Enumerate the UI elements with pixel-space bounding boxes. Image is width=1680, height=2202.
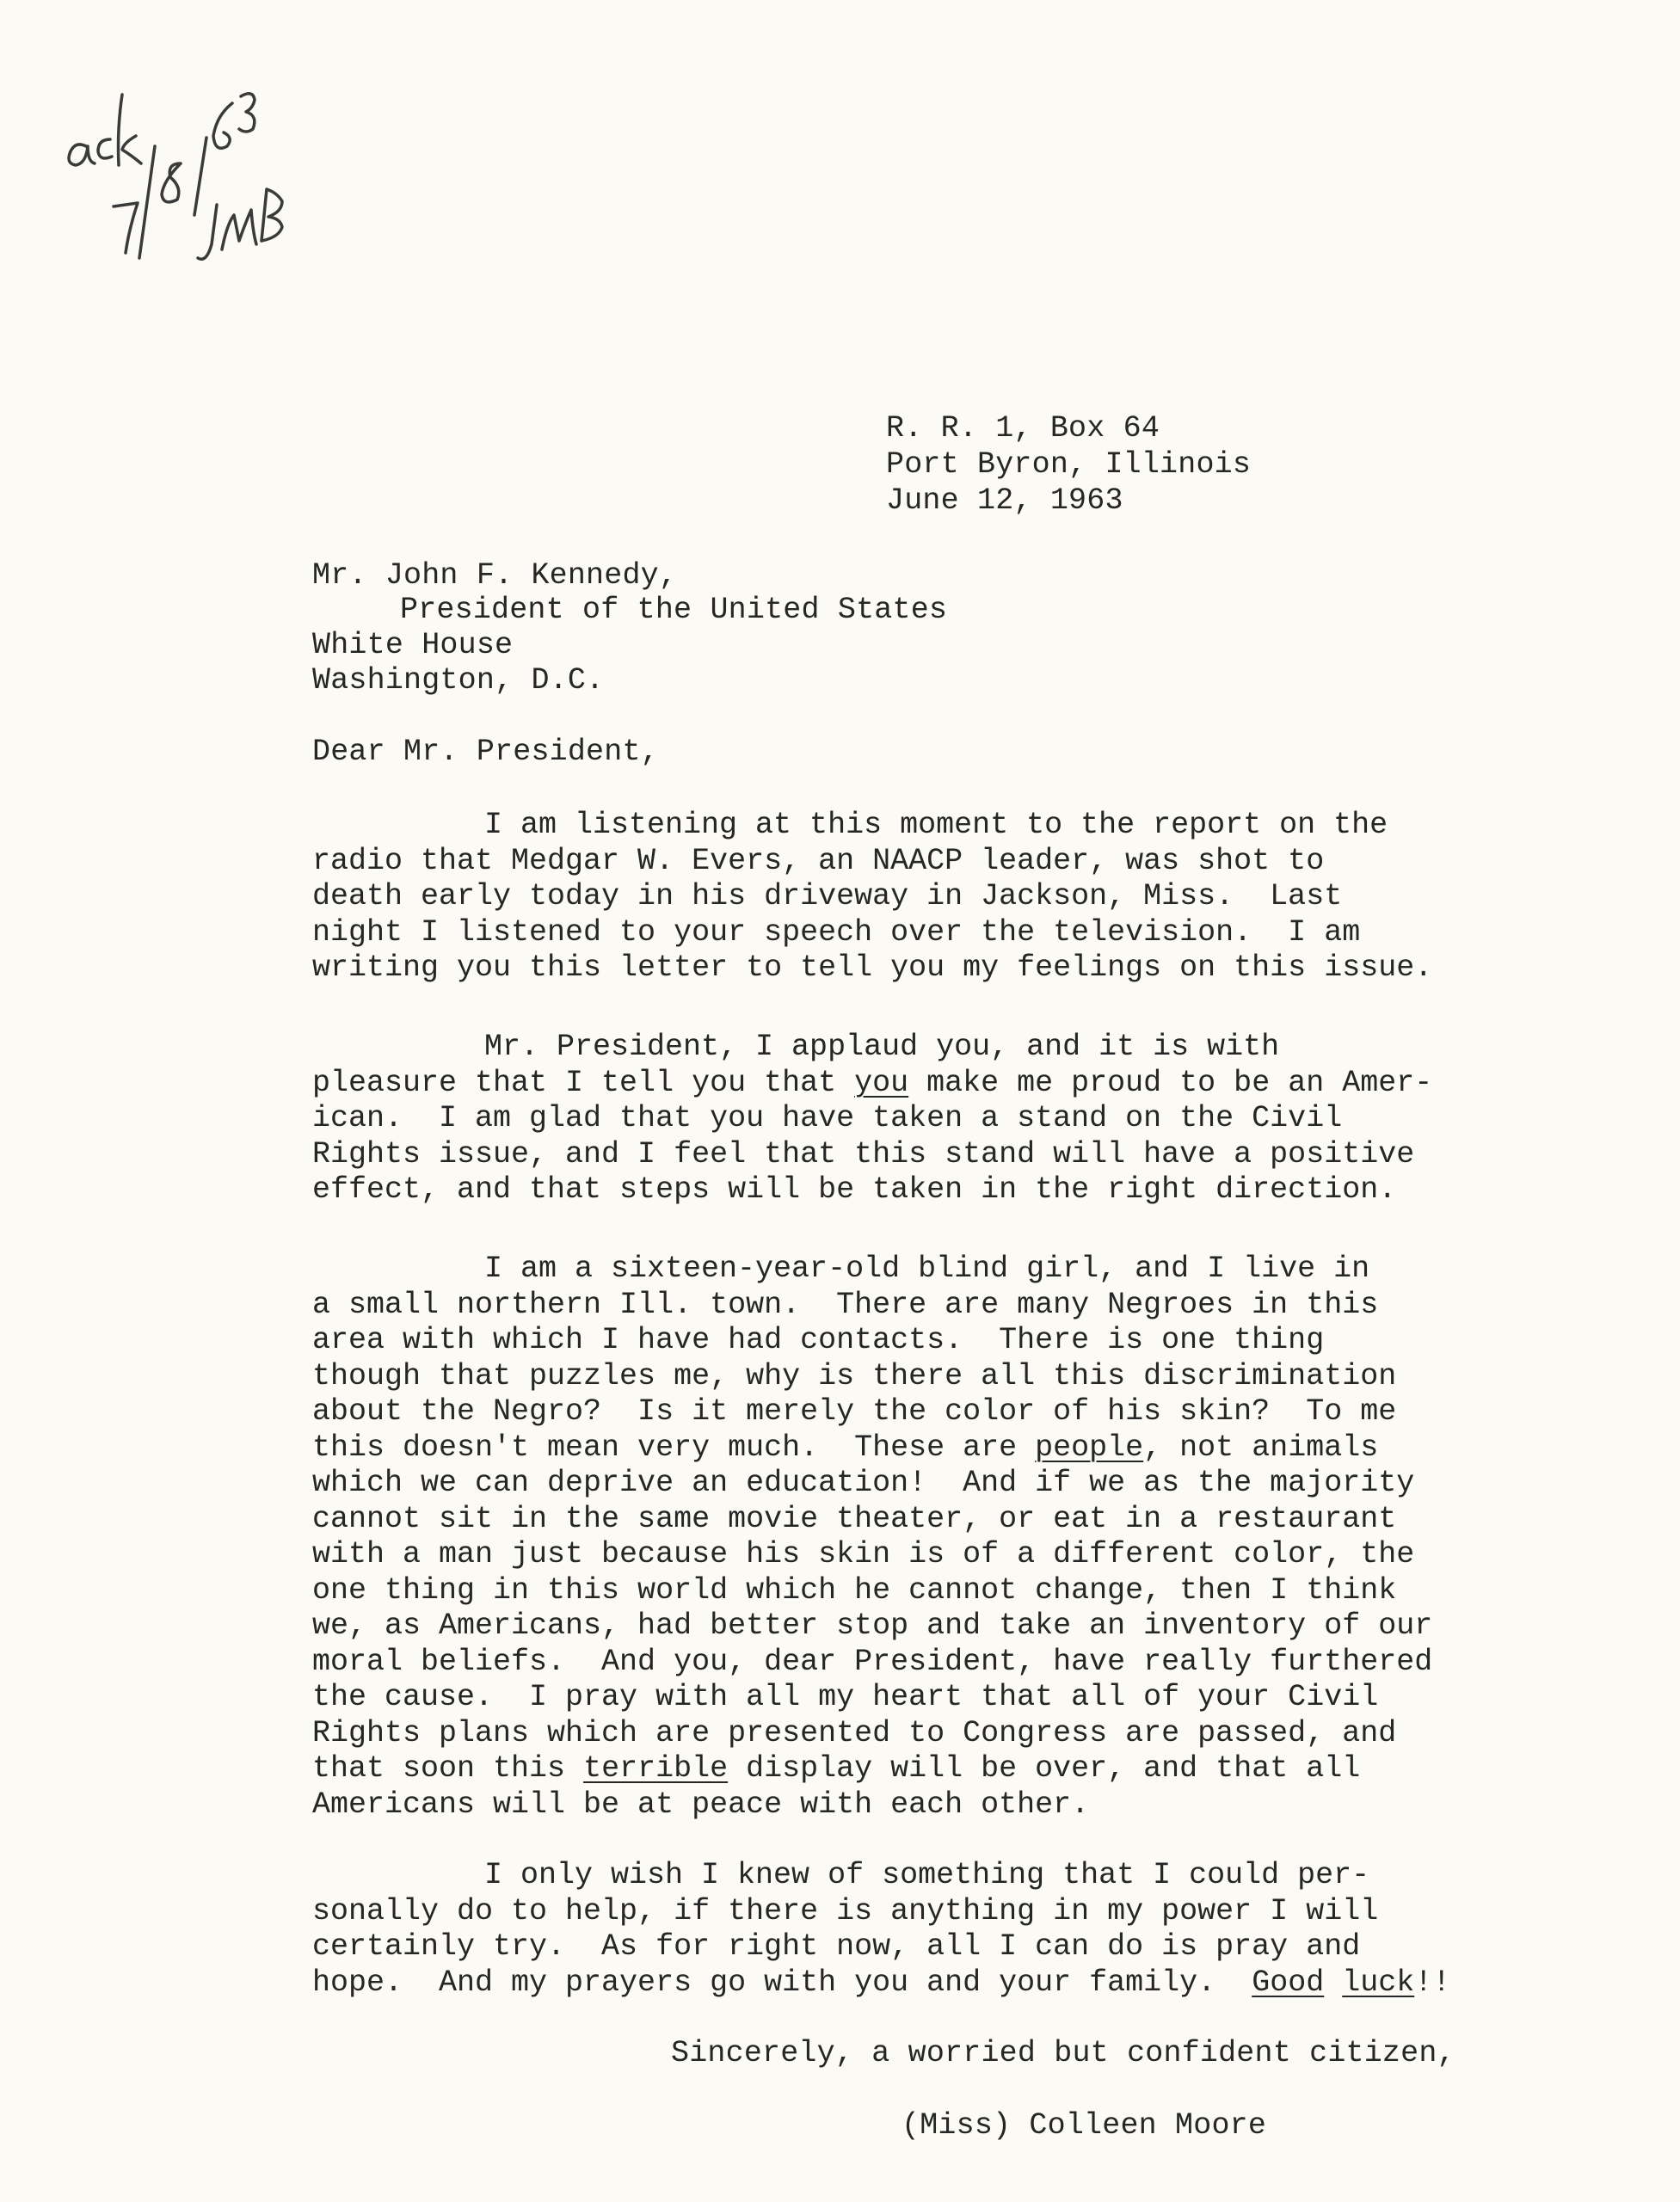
text-run: , not animals xyxy=(1143,1430,1379,1465)
paragraph-3-line: a small northern Ill. town. There are many Negroes in this xyxy=(312,1287,1379,1322)
underlined-word: Good xyxy=(1252,1965,1325,2000)
paragraph-3-line: which we can deprive an education! And if we as the majority xyxy=(312,1466,1415,1500)
paragraph-2 xyxy=(312,1030,1432,1209)
paragraph-3-line: with a man just because his skin is of a different color, the xyxy=(312,1537,1415,1572)
paragraph-3-line: moral beliefs. And you, dear President, have really furthered xyxy=(312,1644,1433,1679)
underlined-word: terrible xyxy=(583,1751,729,1786)
text-run: make me proud to be an Amer- xyxy=(908,1065,1433,1100)
paragraph-4-line: sonally do to help, if there is anything in my power I will xyxy=(312,1893,1379,1928)
return-address-line1: R. R. 1, Box 64 xyxy=(886,411,1160,446)
text-run: pleasure that I tell you that xyxy=(312,1065,855,1100)
handwritten-annotation xyxy=(60,43,301,267)
paragraph-3-line: we, as Americans, had better stop and take an inventory of our xyxy=(312,1608,1433,1643)
underlined-word: luck xyxy=(1342,1965,1415,2000)
paragraph-4-line: I only wish I knew of something that I could per- xyxy=(484,1858,1370,1892)
closing: Sincerely, a worried but confident citizen, xyxy=(671,2036,1455,2070)
underlined-word: you xyxy=(854,1065,909,1100)
text-run xyxy=(1324,1965,1342,2000)
paragraph-3-line xyxy=(312,1430,1432,1467)
salutation: Dear Mr. President, xyxy=(312,735,659,769)
paragraph-3-line: though that puzzles me, why is there all this discrimination xyxy=(312,1358,1397,1393)
paragraph-3 xyxy=(312,1252,1432,1823)
paragraph-3-line: about the Negro? Is it merely the color of his skin? To me xyxy=(312,1394,1397,1429)
paragraph-4 xyxy=(312,1858,1450,2001)
recipient-name: Mr. John F. Kennedy, xyxy=(312,558,678,593)
paragraph-4-line: certainly try. As for right now, all I can do is pray and xyxy=(312,1929,1361,1964)
paragraph-1-line: writing you this letter to tell you my feelings on this issue. xyxy=(312,950,1433,985)
paragraph-3-line: area with which I have had contacts. There is one thing xyxy=(312,1323,1325,1357)
paragraph-1-line: radio that Medgar W. Evers, an NAACP leader, was shot to xyxy=(312,843,1325,878)
paragraph-1 xyxy=(312,808,1432,987)
paragraph-4-line xyxy=(312,1965,1450,2002)
paragraph-3-line: one thing in this world which he cannot change, then I think xyxy=(312,1572,1397,1608)
paragraph-2-line: Rights issue, and I feel that this stand will have a positive xyxy=(312,1136,1415,1172)
text-run: display will be over, and that all xyxy=(728,1751,1361,1786)
paragraph-3-line: cannot sit in the same movie theater, or eat in a restaurant xyxy=(312,1501,1397,1536)
letter-date: June 12, 1963 xyxy=(886,483,1123,518)
paragraph-3-line: Rights plans which are presented to Congress are passed, and xyxy=(312,1715,1397,1750)
paragraph-3-line: the cause. I pray with all my heart that all of your Civil xyxy=(312,1680,1379,1714)
text-run: hope. And my prayers go with you and your family. xyxy=(312,1965,1252,2000)
paragraph-1-line: death early today in his driveway in Jackson, Miss. Last xyxy=(312,879,1343,913)
paragraph-1-line: I am listening at this moment to the report on the xyxy=(484,808,1388,842)
return-address-line2: Port Byron, Illinois xyxy=(886,447,1252,482)
paragraph-2-line: Mr. President, I applaud you, and it is with xyxy=(484,1030,1280,1064)
signature: (Miss) Colleen Moore xyxy=(902,2108,1267,2143)
text-run: that soon this xyxy=(312,1751,584,1786)
paragraph-2-line xyxy=(312,1066,1432,1102)
paragraph-3-line: Americans will be at peace with each other. xyxy=(312,1787,1090,1822)
text-run: this doesn't mean very much. These are xyxy=(312,1430,1036,1465)
paragraph-1-line: night I listened to your speech over the television. I am xyxy=(312,914,1361,950)
underlined-word: people xyxy=(1035,1430,1144,1465)
paragraph-2-line: effect, and that steps will be taken in the right direction. xyxy=(312,1172,1397,1207)
paragraph-3-line: I am a sixteen-year-old blind girl, and I live in xyxy=(484,1252,1370,1286)
recipient-title: President of the United States xyxy=(400,593,948,627)
paragraph-2-line: ican. I am glad that you have taken a stand on the Civil xyxy=(312,1101,1343,1135)
recipient-city: Washington, D.C. xyxy=(312,663,605,698)
text-run: !! xyxy=(1414,1965,1451,2000)
recipient-building: White House xyxy=(312,628,514,662)
paragraph-3-line xyxy=(312,1751,1432,1787)
